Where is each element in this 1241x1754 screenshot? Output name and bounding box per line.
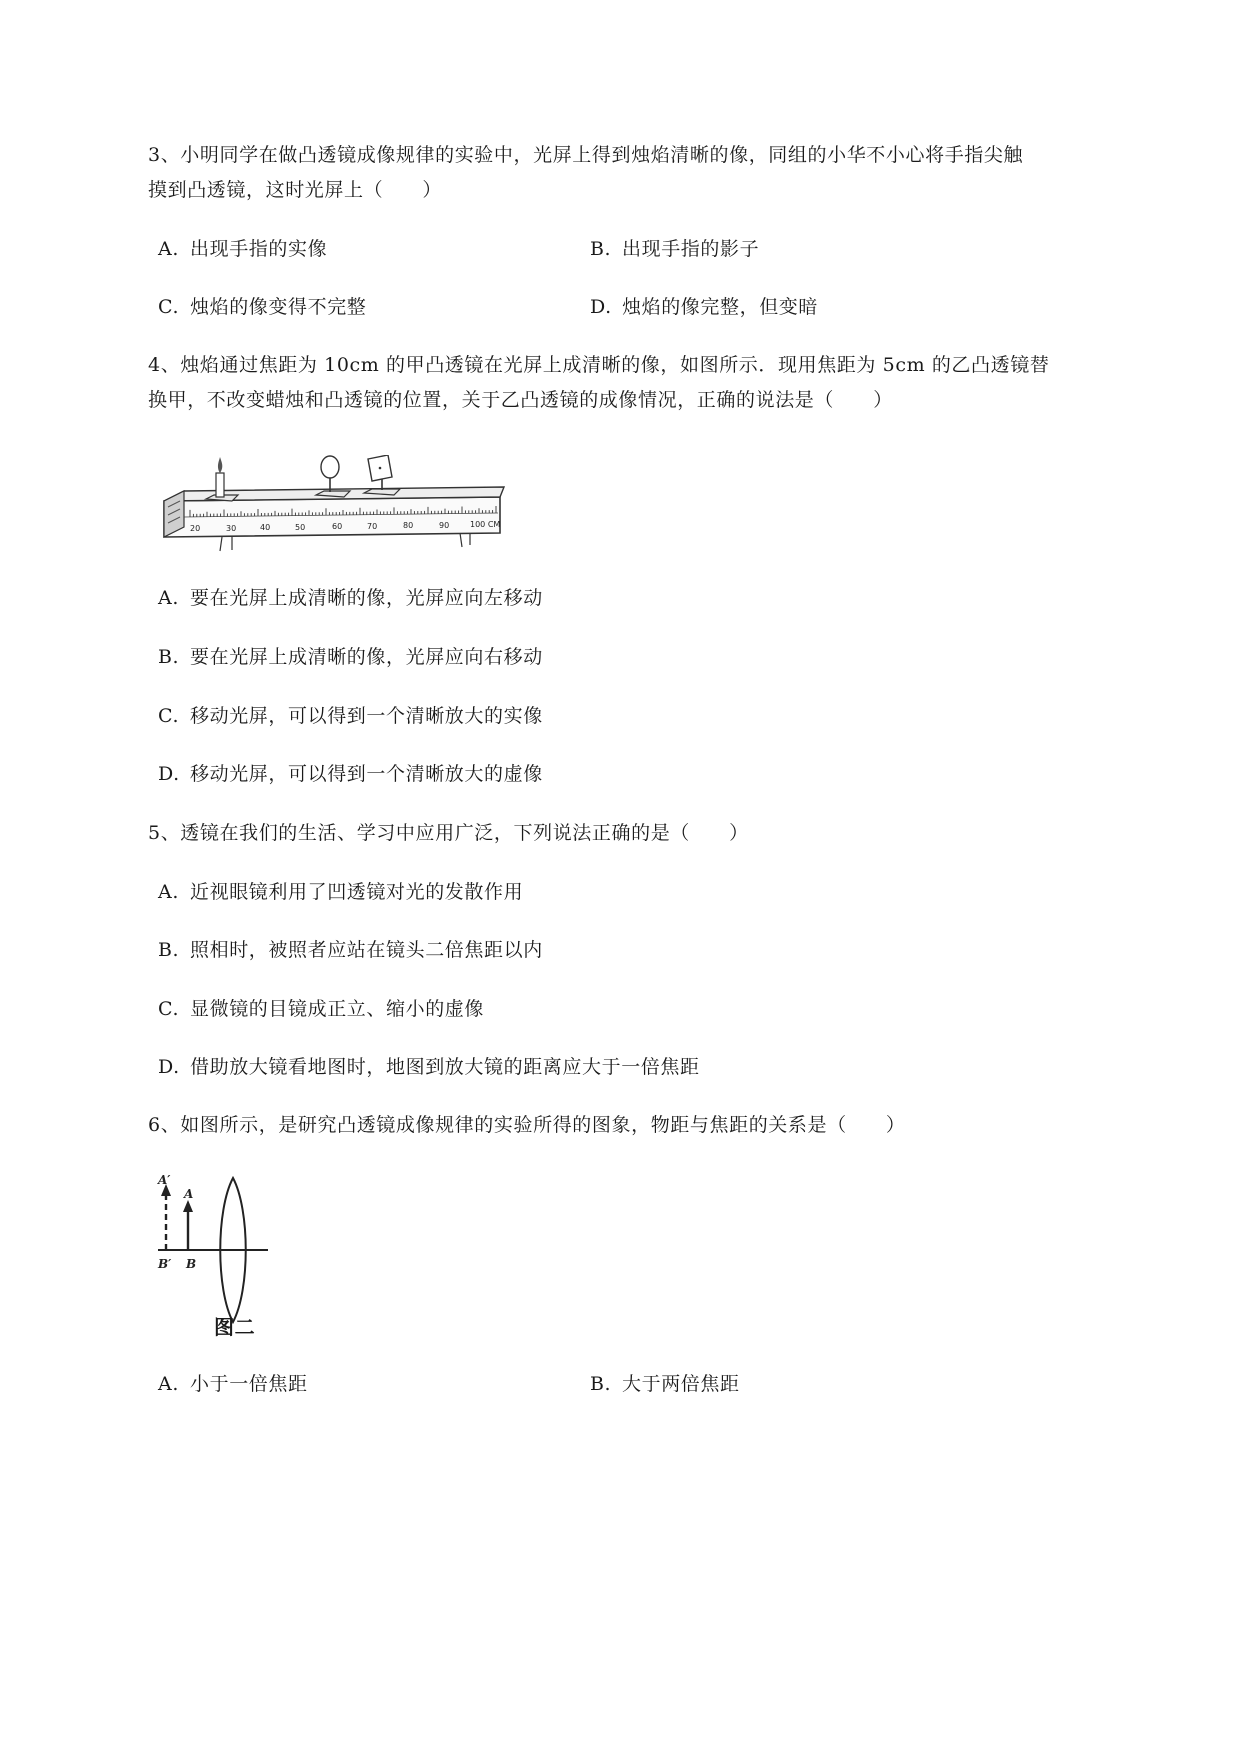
option-label: A. [158,238,179,260]
q3-option-d [590,294,818,320]
q6-option-a [158,1371,308,1397]
tick-label: 60 [332,522,343,531]
q6-option-b [590,1371,740,1397]
q3-stem-line1: 3、小明同学在做凸透镜成像规律的实验中，光屏上得到烛焰清晰的像，同组的小华不小心将手指尖触 [148,144,1024,166]
tick-label: 20 [190,524,201,533]
q4-stem-line2: 换甲，不改变蜡烛和凸透镜的位置，关于乙凸透镜的成像情况，正确的说法是（ ） [148,389,893,411]
q4-option-a [158,585,543,611]
tick-label: 70 [367,522,378,531]
option-label: B. [158,939,180,961]
option-text: 借助放大镜看地图时，地图到放大镜的距离应大于一倍焦距 [190,1056,700,1078]
option-text: 小于一倍焦距 [190,1373,308,1395]
q4-option-b [158,644,543,670]
option-text: 要在光屏上成清晰的像，光屏应向左移动 [190,587,543,609]
option-text: 烛焰的像完整，但变暗 [622,296,819,318]
option-text: 大于两倍焦距 [622,1373,740,1395]
option-label: D. [158,1056,180,1078]
label-b: B [186,1257,197,1271]
lens [321,456,339,478]
option-label: A. [158,1373,179,1395]
option-label: C. [158,296,180,318]
q3-stem-line2: 摸到凸透镜，这时光屏上（ ） [148,179,443,201]
flame [218,457,222,473]
q5-option-d [158,1054,700,1080]
tick-label: 80 [403,521,414,530]
option-label: D. [158,763,180,785]
label-a: A [184,1187,194,1201]
tick-label: 40 [260,523,271,532]
figure-caption: 图二 [214,1315,256,1339]
option-text: 移动光屏，可以得到一个清晰放大的虚像 [190,763,543,785]
q5-option-c [158,996,484,1022]
option-label: B. [158,646,180,668]
q5-option-a [158,879,523,905]
option-label: A. [158,881,179,903]
option-label: C. [158,998,180,1020]
label-a-prime: A′ [158,1173,171,1187]
label-b-prime: B′ [158,1257,172,1271]
candle [216,473,224,497]
option-text: 照相时，被照者应站在镜头二倍焦距以内 [190,939,543,961]
q3-option-a [158,236,327,262]
option-label: B. [590,238,612,260]
option-label: A. [158,587,179,609]
option-text: 出现手指的影子 [622,238,760,260]
optical-bench-figure [160,455,520,555]
option-text: 移动光屏，可以得到一个清晰放大的实像 [190,705,543,727]
q4-option-d [158,761,543,787]
q6-stem-line1: 6、如图所示，是研究凸透镜成像规律的实验所得的图象，物距与焦距的关系是（ ） [148,1114,906,1136]
q4-stem-line1: 4、烛焰通过焦距为 10cm 的甲凸透镜在光屏上成清晰的像，如图所示．现用焦距为 5cm 的乙凸透镜替 [148,354,1050,376]
q5-stem-line1: 5、透镜在我们的生活、学习中应用广泛，下列说法正确的是（ ） [148,822,749,844]
tick-label: 100 CM [470,520,501,529]
option-label: D. [590,296,612,318]
q4-option-c [158,703,543,729]
tick-label: 50 [295,523,306,532]
option-text: 烛焰的像变得不完整 [190,296,367,318]
tick-label: 90 [439,521,450,530]
option-label: B. [590,1373,612,1395]
q3-option-b [590,236,759,262]
option-text: 显微镜的目镜成正立、缩小的虚像 [190,998,485,1020]
option-text: 要在光屏上成清晰的像，光屏应向右移动 [190,646,543,668]
option-label: C. [158,705,180,727]
option-text: 出现手指的实像 [190,238,328,260]
option-text: 近视眼镜利用了凹透镜对光的发散作用 [190,881,524,903]
tick-label: 30 [226,524,237,533]
q5-option-b [158,937,543,963]
q3-option-c [158,294,366,320]
